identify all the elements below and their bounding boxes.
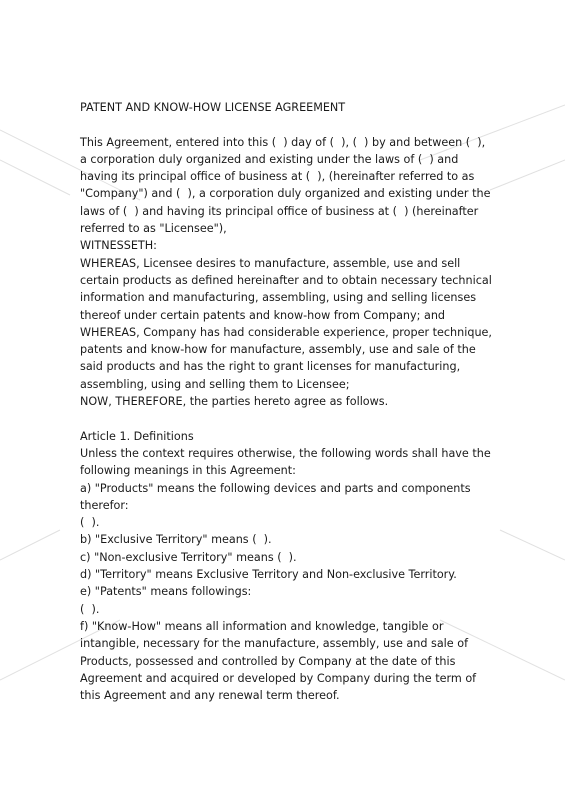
article-1-heading: Article 1. Definitions <box>80 429 194 443</box>
definition-non-exclusive-territory: c) "Non-exclusive Territory" means ( ). <box>80 550 297 564</box>
definition-patents-blank: ( ). <box>80 602 100 616</box>
spacer <box>80 410 495 427</box>
preamble-paragraph: This Agreement, entered into this ( ) day of ( ), ( ) by and between ( ), a corporation duly organized and existing under the laws of ( ) and having its principal office of business at ( ), (hereinafter referred to as "Company") and ( ), a corporation duly organized and existing under the laws of ( ) and having its principal office of business at ( ) (hereinafter referred to as "Licensee"), <box>80 135 491 236</box>
definition-exclusive-territory: b) "Exclusive Territory" means ( ). <box>80 533 272 547</box>
definition-products-blank: ( ). <box>80 516 100 530</box>
definitions-intro: Unless the context requires otherwise, the following words shall have the following meanings in this Agreement: <box>80 446 491 478</box>
document-page <box>80 99 495 704</box>
definition-know-how: f) "Know-How" means all information and knowledge, tangible or intangible, necessary for the manufacture, assembly, use and sale of Products, possessed and controlled by Company at the date of this Agreement and acquired or developed by Company during the term of this Agreement and any renewal term thereof. <box>80 619 477 703</box>
definition-products: a) "Products" means the following devices and parts and components therefor: <box>80 481 471 512</box>
spacer <box>80 116 495 133</box>
whereas-clause-company: WHEREAS, Company has had considerable experience, proper technique, patents and know-how for manufacture, assembly, use and sale of the said products and has the right to grant licenses for manufacturing, assembling, using and selling them to Licensee; <box>80 325 492 391</box>
definition-territory: d) "Territory" means Exclusive Territory and Non-exclusive Territory. <box>80 568 457 582</box>
definition-patents: e) "Patents" means followings: <box>80 585 252 599</box>
now-therefore-clause: NOW, THEREFORE, the parties hereto agree as follows. <box>80 395 389 409</box>
witnesseth-heading: WITNESSETH: <box>80 239 157 253</box>
whereas-clause-licensee: WHEREAS, Licensee desires to manufacture, assemble, use and sell certain products as defined hereinafter and to obtain necessary technical information and manufacturing, assembling, using and selling licenses thereof under certain patents and know-how from Company; and <box>80 256 492 322</box>
document-title: PATENT AND KNOW-HOW LICENSE AGREEMENT <box>80 101 346 114</box>
